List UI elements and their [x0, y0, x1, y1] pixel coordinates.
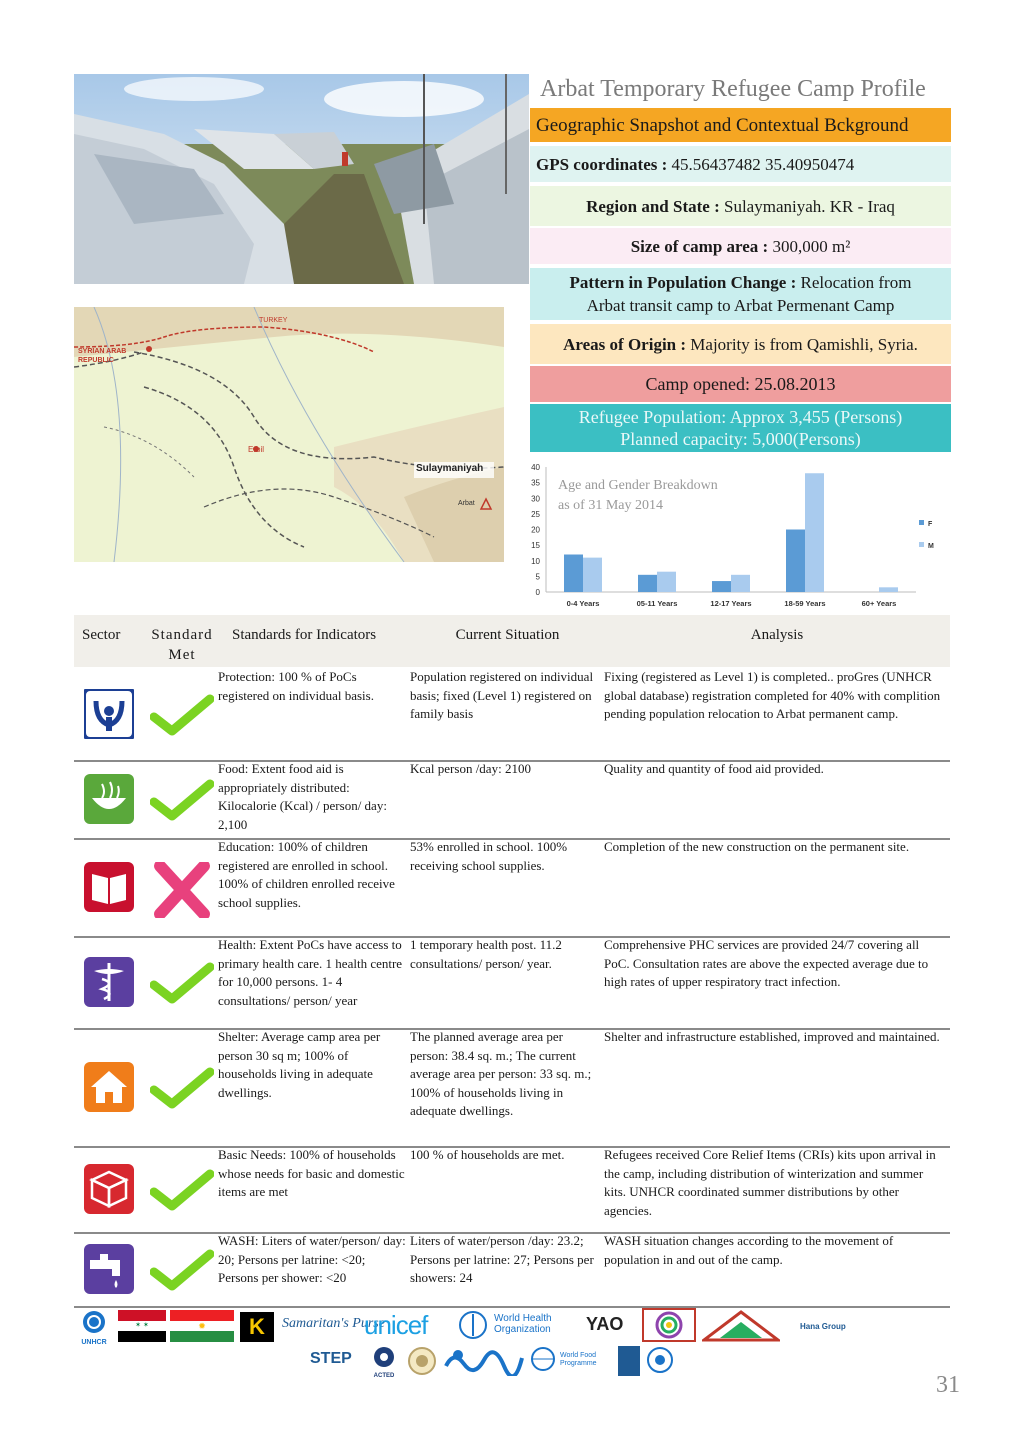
unicef-logo: unicef — [364, 1310, 428, 1340]
map-label-arbat: Arbat — [458, 500, 475, 507]
blue-box-logo — [618, 1346, 640, 1376]
table-row — [74, 668, 950, 762]
chart-bar-m — [805, 473, 824, 592]
wfp-logo — [530, 1346, 608, 1376]
chart-y-tick-label: 0 — [535, 588, 540, 597]
circle-ngo-logo — [642, 1308, 696, 1342]
chart-bar-f — [564, 555, 583, 593]
chart-title: Age and Gender Breakdown — [558, 478, 718, 493]
size-label: Size of camp area : — [630, 236, 769, 256]
current-situation-cell: 1 temporary health post. 11.2 consultations/ person/ year. — [410, 937, 562, 971]
box-icon — [84, 1164, 134, 1214]
chart-y-tick-label: 20 — [531, 525, 540, 535]
triangle-ngo-logo — [702, 1310, 780, 1342]
location-map — [74, 307, 504, 562]
iraq-flag: ✶ ✶ — [118, 1310, 166, 1342]
indicator-cell: Basic Needs: 100% of households whose needs for basic and domestic items are met — [218, 1147, 405, 1199]
pattern-value-2: Arbat transit camp to Arbat Permenant Camp — [586, 296, 895, 315]
unhcr-logo — [76, 1310, 112, 1344]
header-analysis: Analysis — [750, 627, 804, 643]
map-label-top: TURKEY — [259, 317, 288, 324]
samaritans-logo: Samaritan's Purse — [282, 1316, 385, 1331]
analysis-cell: Completion of the new construction on the permanent site. — [604, 839, 910, 854]
chart-subtitle: as of 31 May 2014 — [558, 498, 663, 513]
protection-icon — [84, 689, 134, 739]
section-heading-text: Geographic Snapshot and Contextual Bckground — [536, 114, 909, 136]
header-current: Current Situation — [455, 627, 560, 643]
camp-opened-row — [530, 366, 951, 402]
chart-x-tick-label: 0-4 Years — [566, 599, 600, 608]
chart-legend-swatch — [919, 542, 924, 547]
tap-icon — [84, 1244, 134, 1294]
chart-y-tick-label: 25 — [531, 509, 540, 519]
header-standard-met-1: Standard — [151, 627, 213, 643]
analysis-cell: WASH situation changes according to the movement of population in and out of the camp. — [604, 1233, 894, 1267]
pattern-value-1: Relocation from — [800, 273, 912, 292]
check-mark-icon — [150, 1244, 214, 1294]
table-row — [74, 838, 950, 938]
gps-row — [530, 146, 951, 182]
indicator-cell: WASH: Liters of water/person/ day: 20; Persons per latrine: <20; Persons per shower: <20 — [218, 1233, 406, 1285]
profile-title: Arbat Temporary Refugee Camp Profile — [540, 76, 926, 102]
hana-logo: Hana Group — [800, 1322, 846, 1331]
round-ngo-logo — [406, 1346, 438, 1376]
age-gender-chart — [512, 460, 952, 610]
chart-legend-label: F — [928, 521, 933, 528]
chart-x-tick-label: 05-11 Years — [636, 599, 678, 608]
indicator-cell: Food: Extent food aid is appropriately distributed: Kilocalorie (Kcal) / person/ day: 2,100 — [218, 761, 387, 832]
check-mark-icon — [150, 774, 214, 824]
food-bowl-icon — [84, 774, 134, 824]
table-row — [74, 1146, 950, 1234]
wfp-text-2: Programme — [560, 1360, 597, 1367]
current-situation-cell: Kcal person /day: 2100 — [410, 761, 531, 776]
un-emblem-logo — [646, 1346, 674, 1374]
map-label-erbil: Erbil — [248, 445, 265, 454]
indicator-cell: Education: 100% of children registered are enrolled in school. 100% of children enrolled receive school supplies. — [218, 839, 395, 910]
origin-value: Majority is from Qamishli, Syria. — [690, 334, 918, 354]
section-heading — [530, 108, 951, 142]
analysis-cell: Refugees received Core Relief Items (CRIs) kits upon arrival in the camp, including distribution of winterization and summer kits. UNHCR coordinated summer distributions by other agencies. — [604, 1147, 936, 1218]
chart-bar-f — [712, 581, 731, 592]
page-number: 31 — [936, 1372, 960, 1398]
header-sector: Sector — [82, 627, 121, 643]
camp-photo — [74, 74, 529, 284]
chart-bar-f — [638, 575, 657, 592]
size-value: 300,000 m² — [772, 236, 851, 256]
chart-x-tick-label: 12-17 Years — [710, 599, 752, 608]
chart-legend-swatch — [919, 520, 924, 525]
book-icon — [84, 862, 134, 912]
region-row — [530, 186, 951, 226]
table-row — [74, 1028, 950, 1148]
indicator-cell: Protection: 100 % of PoCs registered on individual basis. — [218, 669, 374, 703]
analysis-cell: Fixing (registered as Level 1) is completed.. proGres (UNHCR global database) registration completed for 40% with complition pending population relocation to Arbat permanent camp. — [604, 669, 941, 721]
who-text-1: World Health — [494, 1313, 552, 1324]
table-row — [74, 760, 950, 840]
population-current: Refugee Population: Approx 3,455 (Persons) — [578, 407, 903, 427]
chart-bar-m — [731, 575, 750, 592]
analysis-cell: Shelter and infrastructure established, improved and maintained. — [604, 1029, 940, 1044]
acted-text: ACTED — [373, 1373, 395, 1379]
unhcr-text: UNHCR — [81, 1339, 107, 1346]
chart-y-tick-label: 30 — [531, 494, 540, 504]
header-indicators: Standards for Indicators — [232, 627, 377, 643]
map-label-border: SYRIAN ARAB REPUBLIC — [78, 348, 127, 364]
table-row — [74, 1232, 950, 1308]
gps-label: GPS coordinates : — [536, 154, 668, 174]
check-mark-icon — [150, 1164, 214, 1214]
chart-legend-label: M — [928, 543, 934, 550]
step-logo: STEP — [310, 1350, 352, 1367]
who-logo — [458, 1310, 558, 1342]
chart-bar-f — [786, 530, 805, 593]
who-text-2: Organization — [494, 1324, 551, 1335]
pattern-row — [530, 268, 951, 320]
arabic-ngo-logo — [444, 1346, 524, 1376]
chart-x-tick-label: 60+ Years — [861, 599, 897, 608]
origin-row — [530, 324, 951, 364]
chart-bar-m — [583, 558, 602, 592]
camp-opened: Camp opened: 25.08.2013 — [645, 373, 836, 394]
wfp-text-1: World Food — [560, 1352, 597, 1359]
chart-bar-m — [657, 572, 676, 592]
table-header — [74, 615, 950, 667]
chart-y-tick-label: 10 — [531, 556, 540, 566]
chart-y-tick-label: 5 — [535, 572, 540, 582]
indicator-cell: Health: Extent PoCs have access to primary health care. 1 health centre for 10,000 persons. 1- 4 consultations/ person/ year — [218, 937, 403, 1008]
region-value: Sulaymaniyah. KR - Iraq — [724, 196, 895, 216]
chart-x-tick-label: 18-59 Years — [784, 599, 826, 608]
check-mark-icon — [150, 689, 214, 739]
current-situation-cell: 53% enrolled in school. 100% receiving school supplies. — [410, 839, 568, 873]
check-mark-icon — [150, 957, 214, 1007]
current-situation-cell: The planned average area per person: 38.4 sq. m.; The current average area per person: 33 sq. m.; 100% of households living in adequate dwellings. — [410, 1029, 592, 1118]
population-capacity: Planned capacity: 5,000(Persons) — [620, 429, 861, 449]
acted-logo — [368, 1346, 400, 1379]
chart-y-tick-label: 35 — [531, 478, 540, 488]
chart-y-tick-label: 40 — [531, 463, 540, 472]
current-situation-cell: Liters of water/person /day: 23.2; Persons per latrine: 27; Persons per showers: 24 — [410, 1233, 594, 1285]
header-standard-met-2: Met — [168, 647, 196, 663]
current-situation-cell: Population registered on individual basis; fixed (Level 1) registered on family basis — [410, 669, 594, 721]
chart-y-tick-label: 15 — [531, 541, 540, 551]
cross-mark-icon — [150, 862, 214, 912]
analysis-cell: Comprehensive PHC services are provided 24/7 covering all PoC. Consultation rates are above the expected average due to high rates of upper respiratory tract infection. — [604, 937, 929, 989]
size-row — [530, 228, 951, 264]
analysis-cell: Quality and quantity of food aid provided. — [604, 761, 824, 776]
origin-label: Areas of Origin : — [563, 334, 687, 354]
table-row — [74, 936, 950, 1030]
house-icon — [84, 1062, 134, 1112]
gps-value: 45.56437482 35.40950474 — [671, 154, 855, 174]
kurdistan-flag: ✹ — [170, 1310, 234, 1342]
chart-bar-m — [879, 587, 898, 592]
indicator-cell: Shelter: Average camp area per person 30 sq m; 100% of households living in adequate dwellings. — [218, 1029, 381, 1100]
population-row — [530, 404, 951, 452]
header-standard-met — [142, 625, 222, 665]
region-label: Region and State : — [586, 196, 720, 216]
caduceus-icon — [84, 957, 134, 1007]
check-mark-icon — [150, 1062, 214, 1112]
yao-logo: YAO — [586, 1314, 624, 1334]
ngo-k-logo: K — [240, 1312, 274, 1342]
pattern-label: Pattern in Population Change : — [569, 273, 797, 292]
current-situation-cell: 100 % of households are met. — [410, 1147, 565, 1162]
map-label-city: Sulaymaniyah — [416, 463, 484, 474]
